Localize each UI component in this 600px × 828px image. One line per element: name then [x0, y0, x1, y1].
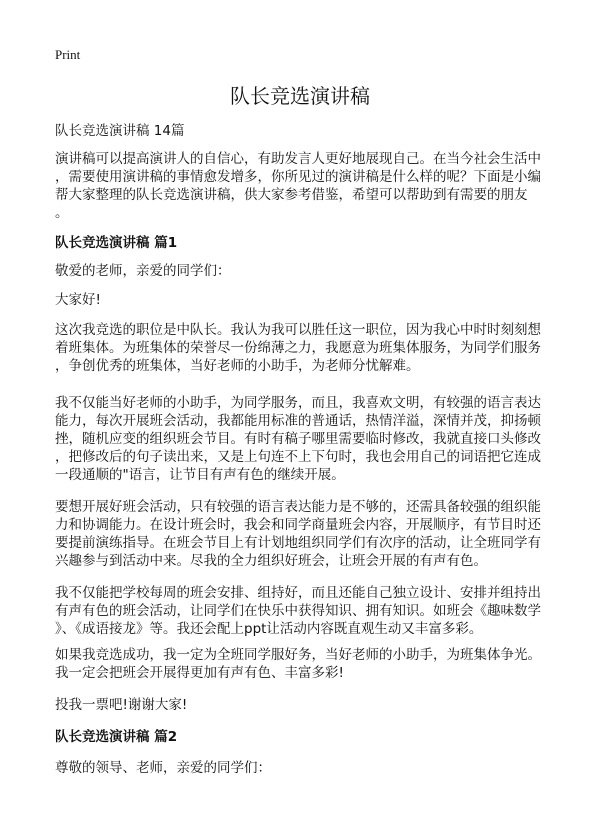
- text-line: 兴趣参与到活动中来。尽我的全力组织好班会，让班会开展的有声有色。: [55, 553, 487, 569]
- text-line: 这次我竞选的职位是中队长。我认为我可以胜任这一职位，因为我心中时时刻刻想: [55, 322, 541, 338]
- text-line: 演讲稿可以提高演讲人的自信心，有助发言人更好地展现自己。在当今社会生活中: [55, 151, 541, 167]
- text-line: ，争创优秀的班集体，当好老师的小助手，为老师分忧解难。: [55, 358, 420, 374]
- text-line: ，需要使用演讲稿的事情愈发增多，你所见过的演讲稿是什么样的呢？下面是小编: [55, 169, 541, 185]
- text-line: 我一定会把班会开展得更加有声有色、丰富多彩!: [55, 665, 344, 681]
- subtitle-text: 队长竞选演讲稿 14篇: [55, 123, 185, 139]
- closing: [55, 696, 575, 714]
- subtitle: [55, 122, 575, 140]
- paragraph-3: [55, 498, 575, 570]
- intro-paragraph: [55, 150, 575, 222]
- hello-text: 大家好!: [55, 292, 101, 308]
- text-line: 帮大家整理的队长竞选演讲稿，供大家参考借鉴，希望可以帮助到有需要的朋友: [55, 187, 528, 203]
- text-line: 》、《成语接龙》等。我还会配上ppt让活动内容既直观生动又丰富多彩。: [55, 621, 483, 637]
- text-line: 力和协调能力。在设计班会时，我会和同学商量班会内容，开展顺序，有节目时还: [55, 517, 541, 533]
- greeting-text: 尊敬的领导、老师，亲爱的同学们：: [55, 760, 271, 776]
- paragraph-2: [55, 394, 575, 484]
- print-link[interactable]: Print: [55, 47, 81, 62]
- text-line: 我不仅能把学校每周的班会安排、组持好，而且还能自己独立设计、安排并组持出: [55, 585, 541, 601]
- text-line: 如果我竞选成功，我一定为全班同学服好务，当好老师的小助手，为班集体争光。: [55, 647, 541, 663]
- greeting-text: 敬爱的老师，亲爱的同学们：: [55, 263, 231, 279]
- paragraph-4: [55, 584, 575, 638]
- text-line: ，把修改后的句子读出来，又是上句连不上下句时，我也会用自己的词语把它连成: [55, 449, 541, 465]
- section-heading-1: [55, 234, 575, 252]
- heading-text: 队长竞选演讲稿 篇1: [55, 235, 178, 251]
- hello: [55, 291, 575, 309]
- greeting-2: [55, 759, 575, 777]
- greeting-1: [55, 262, 575, 280]
- text-line: 一段通顺的"语言，让节目有声有色的继续开展。: [55, 467, 345, 483]
- closing-text: 投我一票吧!谢谢大家!: [55, 697, 188, 713]
- text-line: 。: [55, 205, 69, 221]
- paragraph-1: [55, 321, 575, 375]
- text-line: 挫，随机应变的组织班会节目。有时有稿子哪里需要临时修改，我就直接口头修改: [55, 431, 541, 447]
- page-title: 队长竞选演讲稿: [230, 84, 370, 108]
- section-heading-2: [55, 728, 575, 746]
- text-line: 要想开展好班会活动，只有较强的语言表达能力是不够的，还需具备较强的组织能: [55, 499, 541, 515]
- paragraph-5: [55, 646, 575, 682]
- text-line: 着班集体。为班集体的荣誉尽一份绵薄之力，我愿意为班集体服务，为同学们服务: [55, 340, 541, 356]
- text-line: 有声有色的班会活动，让同学们在快乐中获得知识、拥有知识。如班会《趣味数学: [55, 603, 541, 619]
- text-line: 我不仅能当好老师的小助手，为同学服务，而且，我喜欢文明，有较强的语言表达: [55, 395, 541, 411]
- text-line: 要提前演练指导。在班会节目上有计划地组织同学们有次序的活动，让全班同学有: [55, 535, 541, 551]
- text-line: 能力，每次开展班会活动，我都能用标准的普通话，热情洋溢，深情并茂，抑扬顿: [55, 413, 541, 429]
- heading-text: 队长竞选演讲稿 篇2: [55, 729, 178, 745]
